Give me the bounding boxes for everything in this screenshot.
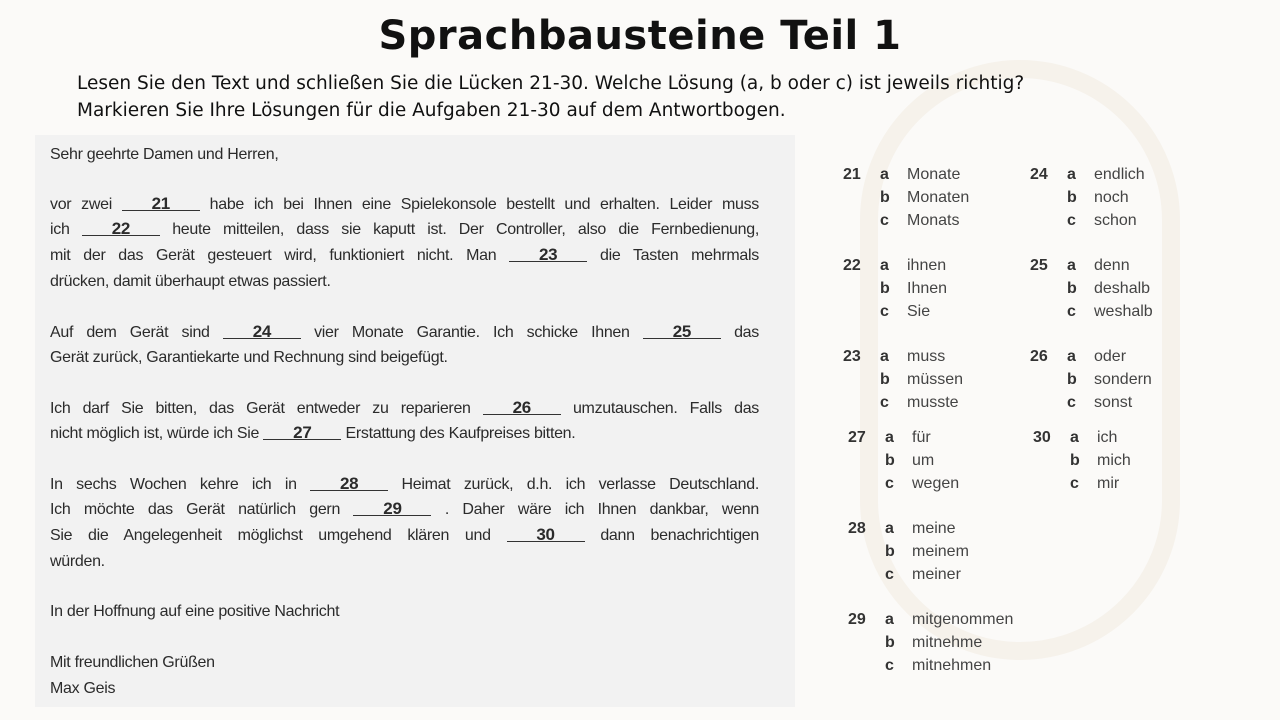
option-text: noch <box>1094 189 1129 206</box>
question-number: 21 <box>843 166 861 183</box>
text-segment: In sechs Wochen kehre ich in <box>50 476 297 493</box>
question-number: 29 <box>848 611 866 628</box>
text-segment: habe ich bei Ihnen eine Spielekonsole bestellt und erhalten. Leider muss <box>209 196 759 213</box>
gap-25: 25 <box>643 324 721 339</box>
option-letter: c <box>885 566 894 583</box>
text-segment: drücken, damit überhaupt etwas passiert. <box>50 273 331 290</box>
option-row <box>848 565 1018 588</box>
question-23 <box>843 347 1013 416</box>
option-row <box>843 370 1013 393</box>
option-text: oder <box>1094 348 1127 365</box>
text-segment: Heimat zurück, d.h. ich verlasse Deutschland. <box>401 476 759 493</box>
option-text: wegen <box>912 475 960 492</box>
option-letter: c <box>1067 212 1076 229</box>
text-segment: Gerät zurück, Garantiekarte und Rechnung sind beigefügt. <box>50 349 448 366</box>
option-letter: c <box>1067 303 1076 320</box>
text-segment: würden. <box>50 553 105 570</box>
option-text: müssen <box>907 371 964 388</box>
option-letter: c <box>1070 475 1079 492</box>
gap-24: 24 <box>223 324 301 339</box>
gap-27: 27 <box>263 425 341 440</box>
option-text: mich <box>1097 452 1131 469</box>
greeting: Sehr geehrte Damen und Herren, <box>50 146 279 163</box>
signature: Max Geis <box>50 680 116 697</box>
option-text: Sie <box>907 303 931 320</box>
text-segment: vier Monate Garantie. Ich schicke Ihnen <box>314 324 630 341</box>
option-text: Monats <box>907 212 960 229</box>
option-text: meinem <box>912 543 969 560</box>
option-text: ich <box>1097 429 1118 446</box>
question-28 <box>848 519 1018 588</box>
option-text: schon <box>1094 212 1137 229</box>
option-row <box>848 474 1018 497</box>
text-segment: heute mitteilen, dass sie kaputt ist. Der Controller, also die Fernbedienung, <box>172 221 759 238</box>
option-letter: b <box>885 634 895 651</box>
option-row <box>1030 211 1200 234</box>
question-25 <box>1030 256 1200 325</box>
question-number: 26 <box>1030 348 1048 365</box>
option-row <box>1030 165 1200 188</box>
option-letter: c <box>880 303 889 320</box>
option-text: Ihnen <box>907 280 948 297</box>
closing-line: In der Hoffnung auf eine positive Nachricht <box>50 603 340 620</box>
question-24 <box>1030 165 1200 234</box>
letter-text <box>35 135 795 707</box>
option-row <box>848 428 1018 451</box>
option-row <box>1030 393 1200 416</box>
text-segment: Ich darf Sie bitten, das Gerät entweder zu reparieren <box>50 400 471 417</box>
question-number: 27 <box>848 429 866 446</box>
option-row <box>1030 256 1200 279</box>
option-text: endlich <box>1094 166 1145 183</box>
page-title: Sprachbausteine Teil 1 <box>378 13 902 59</box>
question-26 <box>1030 347 1200 416</box>
instruction-line: Lesen Sie den Text und schließen Sie die Lücken 21-30. Welche Lösung (a, b oder c) ist jeweils richtig? <box>77 73 1025 94</box>
option-text: deshalb <box>1094 280 1151 297</box>
option-letter: a <box>1067 348 1076 365</box>
letter-line <box>50 552 105 572</box>
text-segment: dann benachrichtigen <box>600 527 759 544</box>
text-segment: das <box>734 324 759 341</box>
option-row <box>848 542 1018 565</box>
option-letter: c <box>885 657 894 674</box>
option-text: für <box>912 429 931 446</box>
option-row <box>1030 370 1200 393</box>
option-text: weshalb <box>1094 303 1153 320</box>
letter-line <box>50 348 448 368</box>
regards: Mit freundlichen Grüßen <box>50 654 215 671</box>
text-segment: umzutauschen. Falls das <box>572 400 759 417</box>
question-number: 23 <box>843 348 861 365</box>
letter-line <box>50 475 759 495</box>
option-letter: b <box>885 452 895 469</box>
question-29 <box>848 610 1018 679</box>
option-text: mitnehme <box>912 634 983 651</box>
question-number: 30 <box>1033 429 1051 446</box>
option-text: musste <box>907 394 959 411</box>
text-segment: die Tasten mehrmals <box>599 247 759 264</box>
question-number: 24 <box>1030 166 1048 183</box>
option-letter: b <box>880 189 890 206</box>
option-row <box>1030 302 1200 325</box>
instruction-line: Markieren Sie Ihre Lösungen für die Aufgaben 21-30 auf dem Antwortbogen. <box>77 100 786 121</box>
option-text: mitnehmen <box>912 657 992 674</box>
option-row <box>848 451 1018 474</box>
question-30 <box>1033 428 1203 497</box>
question-27 <box>848 428 1018 497</box>
question-21 <box>843 165 1013 234</box>
option-row <box>848 633 1018 656</box>
option-row <box>843 393 1013 416</box>
option-row <box>843 165 1013 188</box>
option-row <box>843 256 1013 279</box>
gap-21: 21 <box>122 196 200 211</box>
letter-line <box>50 323 759 343</box>
option-letter: c <box>880 394 889 411</box>
option-row <box>1033 428 1203 451</box>
option-row <box>848 656 1018 679</box>
text-segment: Ich möchte das Gerät natürlich gern <box>50 501 341 518</box>
option-letter: b <box>880 371 890 388</box>
question-22 <box>843 256 1013 325</box>
option-row <box>1030 347 1200 370</box>
option-letter: a <box>885 520 894 537</box>
option-letter: b <box>1067 371 1077 388</box>
option-letter: b <box>1067 280 1077 297</box>
option-row <box>1030 279 1200 302</box>
text-segment: vor zwei <box>50 196 112 213</box>
gap-29: 29 <box>353 501 431 516</box>
option-row <box>1033 451 1203 474</box>
option-row <box>1033 474 1203 497</box>
question-number: 28 <box>848 520 866 537</box>
gap-23: 23 <box>509 247 587 262</box>
option-letter: c <box>885 475 894 492</box>
option-text: Monate <box>907 166 961 183</box>
option-text: ihnen <box>907 257 947 274</box>
option-row <box>843 279 1013 302</box>
option-letter: a <box>1070 429 1079 446</box>
option-row <box>848 519 1018 542</box>
option-text: Monaten <box>907 189 970 206</box>
option-letter: a <box>880 348 889 365</box>
option-text: sondern <box>1094 371 1152 388</box>
letter-line <box>50 272 331 292</box>
gap-26: 26 <box>483 400 561 415</box>
option-letter: a <box>880 166 889 183</box>
question-number: 25 <box>1030 257 1048 274</box>
option-row <box>843 347 1013 370</box>
option-text: denn <box>1094 257 1130 274</box>
gap-28: 28 <box>310 476 388 491</box>
option-row <box>843 188 1013 211</box>
letter-line <box>50 500 759 520</box>
option-letter: a <box>885 611 894 628</box>
text-segment: Auf dem Gerät sind <box>50 324 210 341</box>
option-text: muss <box>907 348 946 365</box>
option-letter: b <box>1070 452 1080 469</box>
gap-22: 22 <box>82 221 160 236</box>
option-letter: b <box>880 280 890 297</box>
option-letter: a <box>1067 166 1076 183</box>
question-number: 22 <box>843 257 861 274</box>
option-row <box>843 302 1013 325</box>
letter-line <box>50 195 759 215</box>
option-letter: c <box>880 212 889 229</box>
option-text: um <box>912 452 935 469</box>
option-text: mitgenommen <box>912 611 1014 628</box>
gap-30: 30 <box>507 527 585 542</box>
letter-line <box>50 220 759 240</box>
text-segment: ich <box>50 221 70 238</box>
option-text: sonst <box>1094 394 1133 411</box>
text-segment: Erstattung des Kaufpreises bitten. <box>345 425 576 442</box>
letter-line <box>50 246 759 266</box>
letter-line <box>50 399 759 419</box>
option-letter: b <box>885 543 895 560</box>
option-letter: a <box>880 257 889 274</box>
text-segment: mit der das Gerät gesteuert wird, funktioniert nicht. Man <box>50 247 497 264</box>
letter-line <box>50 526 759 546</box>
option-row <box>843 211 1013 234</box>
text-segment: nicht möglich ist, würde ich Sie <box>50 425 260 442</box>
option-row <box>1030 188 1200 211</box>
option-letter: a <box>1067 257 1076 274</box>
text-segment: Sie die Angelegenheit möglichst umgehend klären und <box>50 527 491 544</box>
option-letter: c <box>1067 394 1076 411</box>
letter-line <box>50 424 575 444</box>
option-letter: b <box>1067 189 1077 206</box>
option-text: meine <box>912 520 956 537</box>
option-letter: a <box>885 429 894 446</box>
option-text: meiner <box>912 566 961 583</box>
option-text: mir <box>1097 475 1120 492</box>
option-row <box>848 610 1018 633</box>
text-segment: . Daher wäre ich Ihnen dankbar, wenn <box>444 501 759 518</box>
